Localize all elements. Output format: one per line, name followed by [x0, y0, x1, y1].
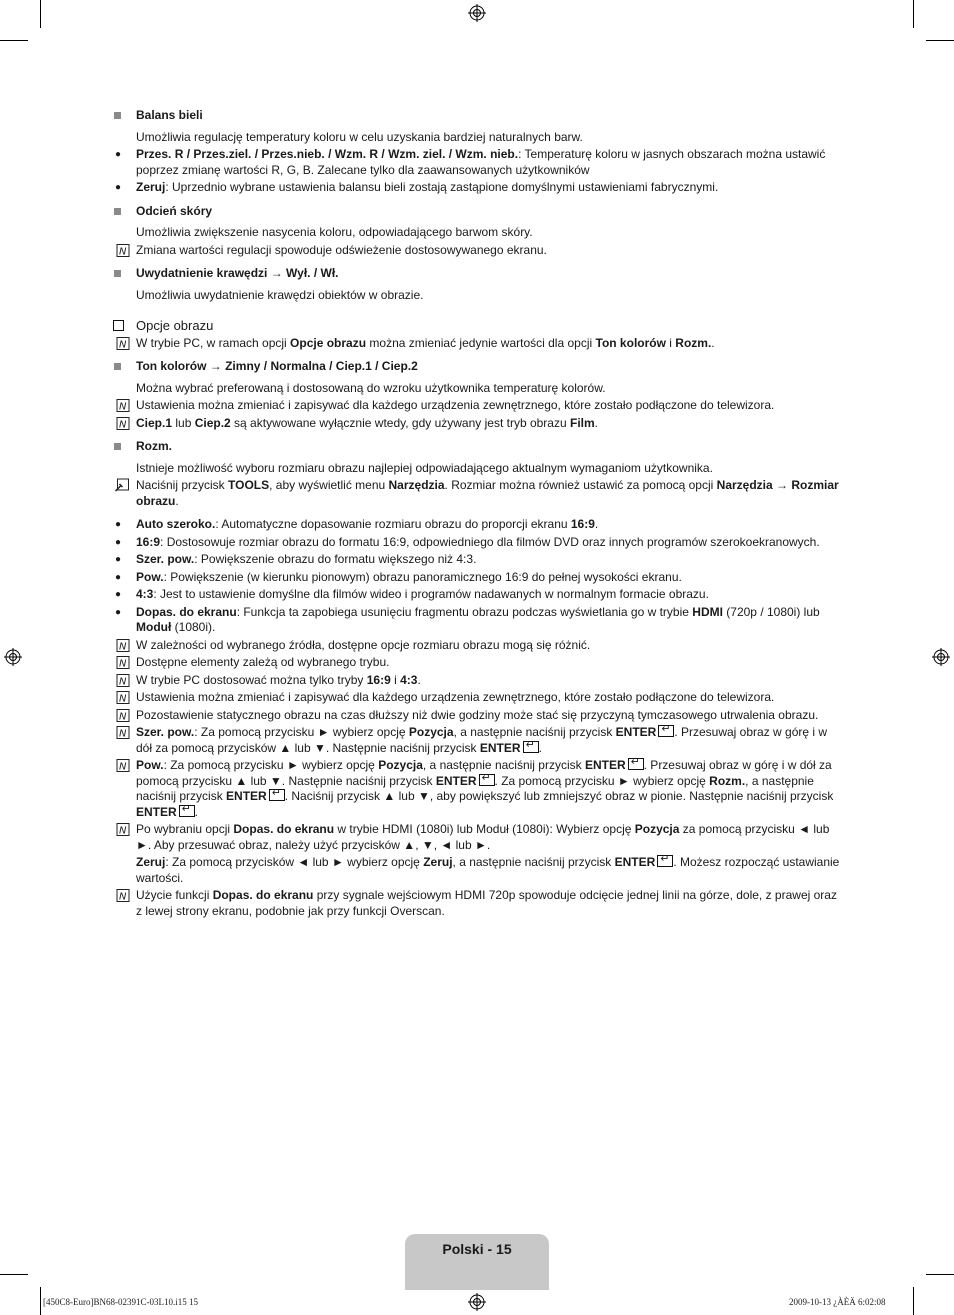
section-heading: Odcień skóry — [136, 203, 213, 218]
enter-key-icon — [657, 855, 673, 867]
svg-text:N: N — [119, 711, 127, 722]
note-item: N W zależności od wybranego źródła, dostępne opcje rozmiaru obrazu mogą się różnić. — [113, 638, 841, 654]
note-continuation: Zeruj: Za pomocą przycisków ◄ lub ► wybierz opcję Zeruj, a następnie naciśnij przycisk ENTER↵ . Możesz rozpocząć ustawianie wartości. — [113, 855, 841, 886]
page-number-tab — [405, 1234, 549, 1290]
svg-text:N: N — [119, 728, 127, 739]
note-item: N Ustawienia można zmieniać i zapisywać dla każdego urządzenia zewnętrznego, które zostało podłączone do telewizora. — [113, 690, 841, 706]
bullet-item: ● Zeruj: Uprzednio wybrane ustawienia balansu bieli zostają zastąpione domyślnymi ustawieniami fabrycznymi. — [115, 180, 719, 194]
note-icon — [113, 759, 133, 772]
bullet-item: ● 16:9: Dostosowuje rozmiar obrazu do formatu 16:9, odpowiedniego dla filmów DVD oraz innych programów szerokoekranowych. — [115, 534, 820, 549]
bullet-item: ● 4:3: Jest to ustawienie domyślne dla filmów wideo i programów nadawanych w normalnym formacie obrazu. — [115, 587, 709, 601]
note-icon — [113, 709, 133, 722]
tools-item: Naciśnij przycisk TOOLS, aby wyświetlić menu Narzędzia. Rozmiar można również ustawić za pomocą opcji Narzędzia → Rozmiar obrazu. — [113, 478, 841, 509]
page-label: Polski - 15 — [442, 1241, 512, 1257]
note-icon — [113, 399, 133, 412]
note-icon — [113, 674, 133, 687]
registration-mark-icon — [468, 4, 486, 22]
enter-key-icon — [179, 805, 195, 817]
note-item: N Ustawienia można zmieniać i zapisywać dla każdego urządzenia zewnętrznego, które zostało podłączone do telewizora. — [113, 398, 841, 414]
note-icon — [113, 337, 133, 350]
note-icon — [113, 691, 133, 704]
svg-text:N: N — [119, 339, 127, 350]
section-description: Umożliwia regulację temperatury koloru w celu uzyskania bardziej naturalnych barw. — [136, 129, 583, 144]
note-item: N Ciep.1 lub Ciep.2 są aktywowane wyłącznie wtedy, gdy używany jest tryb obrazu Film. — [113, 416, 841, 432]
bullet-item: ● Przes. R / Przes.ziel. / Przes.nieb. / Wzm. R / Wzm. ziel. / Wzm. nieb.: Temperaturę koloru w jasnych obszarach można ustawić poprzez zmianę wartości R, G, B. Zalecane tylko dla zaawansowanych użytkowników — [115, 147, 826, 177]
svg-text:N: N — [119, 401, 127, 412]
section-heading: Ton kolorów → Zimny / Normalna / Ciep.1 / Ciep.2 — [136, 359, 418, 373]
svg-text:N: N — [119, 891, 127, 902]
crop-mark — [40, 1287, 41, 1315]
registration-mark-icon — [468, 1293, 486, 1311]
bullet-item: ● Dopas. do ekranu: Funkcja ta zapobiega usunięciu fragmentu obrazu podczas wyświetlania go w trybie HDMI (720p / 1080i) lub Moduł (1080i). — [115, 604, 820, 634]
section-description: Istnieje możliwość wyboru rozmiaru obrazu najlepiej odpowiadającego aktualnym wymaganiom użytkownika. — [136, 460, 713, 475]
section-heading: Balans bieli — [136, 108, 203, 122]
note-item: N Pozostawienie statycznego obrazu na czas dłuższy niż dwie godziny może stać się przyczyną tymczasowego utrwalenia obrazu. — [113, 708, 841, 724]
crop-mark — [913, 1287, 914, 1315]
note-icon — [113, 726, 133, 739]
crop-mark — [926, 40, 954, 41]
enter-key-icon — [523, 741, 539, 753]
svg-text:N: N — [119, 419, 127, 430]
crop-mark — [40, 0, 41, 28]
manual-content — [113, 108, 841, 919]
svg-text:N: N — [119, 761, 127, 772]
note-item: N Po wybraniu opcji Dopas. do ekranu w trybie HDMI (1080i) lub Moduł (1080i): Wybierz opcję Pozycja za pomocą przycisku ◄ lub ►. Aby przesuwać obraz, należy użyć przycisków ▲, ▼, ◄ lub ►. — [113, 822, 841, 853]
svg-text:N: N — [119, 693, 127, 704]
registration-mark-icon — [932, 648, 950, 666]
crop-mark — [0, 40, 28, 41]
note-item: N Zmiana wartości regulacji spowoduje odświeżenie dostosowywanego ekranu. — [113, 243, 841, 259]
note-icon — [113, 417, 133, 430]
bullet-item: ● Auto szeroko.: Automatyczne dopasowanie rozmiaru obrazu do proporcji ekranu 16:9. — [115, 517, 599, 531]
crop-mark — [926, 1274, 954, 1275]
print-slug-left: [450C8-Euro]BN68-02391C-03L10.i15 15 — [43, 1297, 198, 1307]
crop-mark — [0, 1274, 28, 1275]
section-description: Umożliwia zwiększenie nasycenia koloru, odpowiadającego barwom skóry. — [136, 225, 533, 239]
section-heading: Uwydatnienie krawędzi → Wył. / Wł. — [136, 266, 339, 280]
note-item: N W trybie PC dostosować można tylko tryby 16:9 i 4:3. — [113, 673, 841, 689]
note-item: N Szer. pow.: Za pomocą przycisku ► wybierz opcję Pozycja, a następnie naciśnij przycisk ENTER↵ . Przesuwaj obraz w górę i w dół za pomocą przycisków ▲ lub ▼. Następnie naciśnij przycisk ENTER↵ . — [113, 725, 841, 756]
section-heading: Rozm. — [136, 439, 172, 453]
svg-text:N: N — [119, 676, 127, 687]
crop-mark — [913, 0, 914, 28]
note-icon — [113, 639, 133, 652]
bullet-item: ● Szer. pow.: Powiększenie obrazu do formatu większego niż 4:3. — [115, 552, 477, 566]
note-icon — [113, 889, 133, 902]
svg-text:N: N — [119, 246, 127, 257]
section-description: Umożliwia uwydatnienie krawędzi obiektów w obrazie. — [136, 287, 424, 302]
bullet-item: ● Pow.: Powiększenie (w kierunku pionowym) obrazu panoramicznego 16:9 do pełnej wysokości ekranu. — [115, 569, 682, 584]
note-item: N W trybie PC, w ramach opcji Opcje obrazu można zmieniać jedynie wartości dla opcji Ton kolorów i Rozm.. — [113, 336, 841, 352]
enter-key-icon — [479, 774, 495, 786]
note-item: N Pow.: Za pomocą przycisku ► wybierz opcję Pozycja, a następnie naciśnij przycisk ENTER↵ . Przesuwaj obraz w górę i w dół za pomocą przycisku ▲ lub ▼. Następnie naciśnij przycisk ENTER↵ . Za pomocą przycisku ► wybierz opcję Rozm., a następnie naciśnij przycisk ENTER↵ . Naciśnij przycisk ▲ lub ▼, aby powiększyć lub zmniejszyć obraz w pionie. Następnie naciśnij przycisk ENTER↵ . — [113, 758, 841, 820]
checkbox-icon — [113, 320, 124, 331]
note-icon — [113, 823, 133, 836]
enter-key-icon — [269, 789, 285, 801]
note-item: N Użycie funkcji Dopas. do ekranu przy sygnale wejściowym HDMI 720p spowoduje odcięcie jednej linii na górze, dole, z prawej oraz z lewej strony ekranu, podobnie jak przy funkcji Overscan. — [113, 888, 841, 919]
note-item: N Dostępne elementy zależą od wybranego trybu. — [113, 655, 841, 671]
tools-icon — [112, 478, 132, 492]
enter-key-icon — [628, 758, 644, 770]
svg-text:N: N — [119, 641, 127, 652]
enter-key-icon — [658, 725, 674, 737]
note-icon — [113, 244, 133, 257]
note-icon — [113, 656, 133, 669]
print-slug-right: 2009-10-13 ¿ÀÈÄ 6:02:08 — [789, 1297, 886, 1307]
section-description: Można wybrać preferowaną i dostosowaną do wzroku użytkownika temperaturę kolorów. — [136, 380, 606, 395]
svg-text:N: N — [119, 658, 127, 669]
registration-mark-icon — [4, 648, 22, 666]
main-section-heading: Opcje obrazu — [113, 318, 841, 334]
svg-text:N: N — [119, 825, 127, 836]
